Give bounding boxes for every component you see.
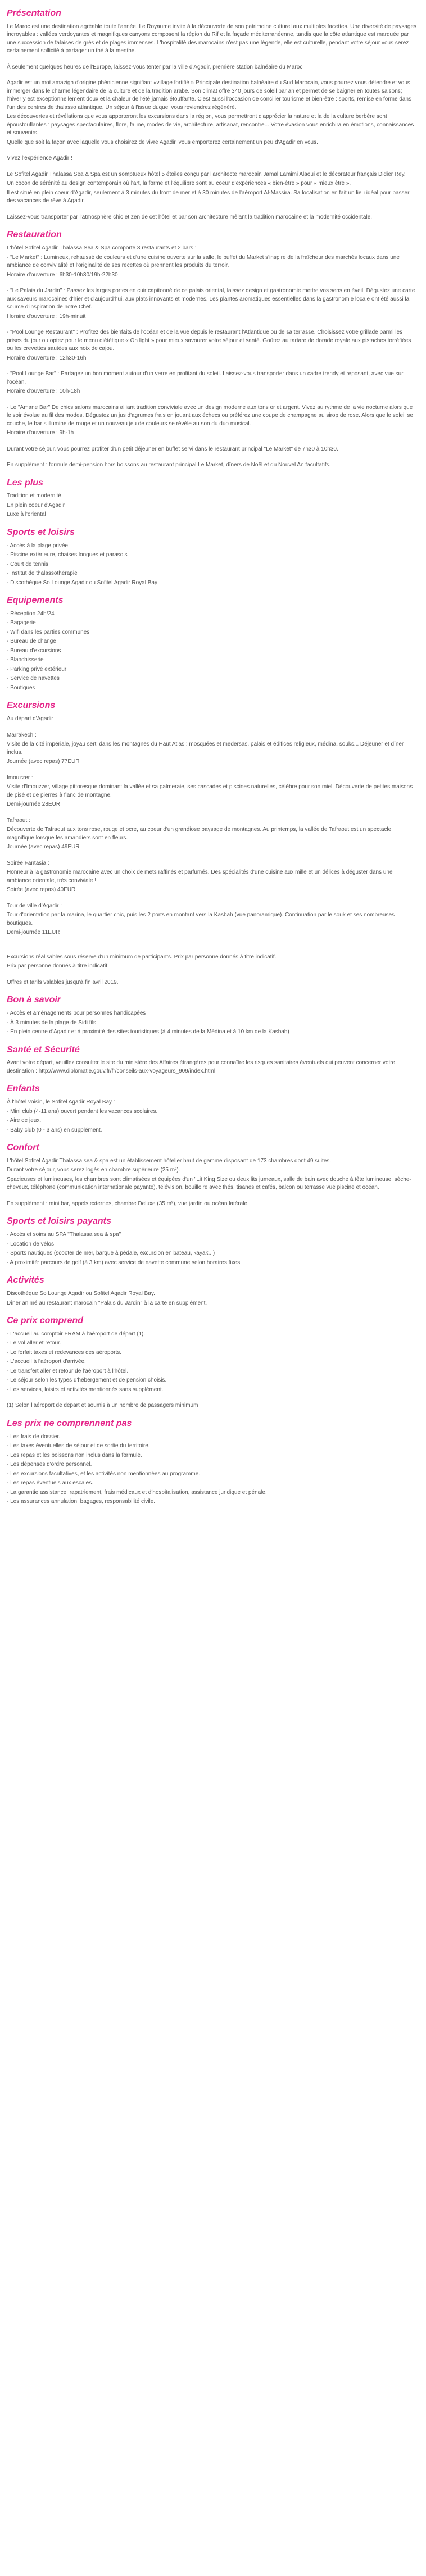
section-title: Ce prix comprend <box>7 1316 84 1326</box>
text-line: Tafraout : <box>7 817 30 824</box>
text-block <box>7 610 418 693</box>
text-block <box>7 774 418 809</box>
text-block <box>7 1433 418 1506</box>
section <box>7 595 418 692</box>
text-line: Laissez-vous transporter par l'atmosphère chic et zen de cet hôtel et par son architecture mêlant la tradition marocaine et la modernité occidentale. <box>7 213 373 220</box>
section <box>7 8 418 221</box>
text-block <box>7 817 418 852</box>
text-line: Demi-journée 28EUR <box>7 801 61 808</box>
text-line: En supplément : mini bar, appels externes, chambre Deluxe (35 m²), vue jardin ou océan latérale. <box>7 1200 249 1207</box>
text-line: Visite d'Imouzzer, village pittoresque dominant la vallée et sa palmeraie, ses cascades et piscines naturelles, célèbre pour son miel. Découverte de petites maisons de pisé et de pierres à flanc de montagne. <box>7 784 413 798</box>
text-line: (1) Selon l'aéroport de départ et soumis à un nombre de passagers minimum <box>7 1402 198 1409</box>
text-block <box>7 370 418 396</box>
text-line: Horaire d'ouverture : 10h-18h <box>7 388 80 395</box>
text-line <box>7 945 418 952</box>
text-line: - Le "Amane Bar" De chics salons marocains alliant tradition conviviale avec un design moderne aux tons or et argent. Vivez au rythme de la vie nocturne alors que le soir évolue au fil des modes. Dégustez un jus d'agrumes frais en jouant aux échecs ou préférez une coupe de champagne au sirop de rose. Alors que le soleil se couche, le bar s'illumine de rouge et un nouveau jeu de couleurs se révèle au son du duo musical. <box>7 404 413 427</box>
text-line: Horaire d'ouverture : 19h-minuit <box>7 313 86 320</box>
text-line: Discothèque So Lounge Agadir ou Sofitel Agadir Royal Bay. <box>7 1291 155 1297</box>
text-line: Marrakech : <box>7 732 37 738</box>
text-line: Horaire d'ouverture : 12h30-16h <box>7 355 87 361</box>
section-title: Activités <box>7 1275 44 1285</box>
text-line: - Le vol aller et retour. <box>7 1340 61 1347</box>
text-line: Le Sofitel Agadir Thalassa Sea & Spa est un somptueux hôtel 5 étoiles conçu par l'architecte marocain Jamal Lamimi Alaoui et le décorateur français Didier Rey. <box>7 171 406 178</box>
text-line: - Réception 24h/24 <box>7 610 55 617</box>
section <box>7 1315 418 1410</box>
text-line: - Le séjour selon les types d'hébergement et de pension choisis. <box>7 1377 167 1384</box>
text-block <box>7 1290 418 1307</box>
section <box>7 1142 418 1208</box>
text-block <box>7 171 418 206</box>
text-line: - À 3 minutes de la plage de Sidi fils <box>7 1019 96 1026</box>
text-line: Il est situé en plein coeur d'Agadir, seulement à 3 minutes du front de mer et à 30 minutes de l'aéroport Al-Massira. Sa localisation en fait un lieu idéal pour passer des vacances de rêve à Agadir. <box>7 189 410 205</box>
text-line: Découverte de Tafraout aux tons rose, rouge et ocre, au coeur d'un grandiose paysage de montagnes. Au printemps, la vallée de Tafraout est un spectacle magnifique lorsque les amandiers sont en fleurs. <box>7 826 392 841</box>
section-title: Santé et Sécurité <box>7 1044 80 1055</box>
text-line: Les découvertes et révélations que vous apporteront les excursions dans la région, vous permettront d'apprécier la nature et la de la culture berbère sont époustouflantes : paysages spectaculaires, flore, faune, modes de vie, architecture, artisanat, rencontre... Votre évasion vous enrichira en émotions, connaissances et souvenirs. <box>7 113 414 137</box>
text-line: Journée (avec repas) 77EUR <box>7 758 80 765</box>
text-line: À seulement quelques heures de l'Europe, laissez-vous tenter par la ville d'Agadir, première station balnéaire du Maroc ! <box>7 63 306 70</box>
text-block <box>7 329 418 362</box>
section <box>7 700 418 987</box>
text-line: - Les assurances annulation, bagages, responsabilité civile. <box>7 1498 156 1505</box>
section <box>7 478 418 519</box>
text-line: Offres et tarifs valables jusqu'à fin avril 2019. <box>7 979 119 985</box>
text-line: - Les dépenses d'ordre personnel. <box>7 1461 92 1468</box>
text-line: - Sports nautiques (scooter de mer, barque à pédale, excursion en bateau, kayak...) <box>7 1250 215 1257</box>
section-title: Restauration <box>7 230 62 240</box>
text-line: Durant votre séjour, vous pourrez profiter d'un petit déjeuner en buffet servi dans le restaurant principal "Le Market" de 7h30 à 10h30. <box>7 446 338 452</box>
text-line: Au départ d'Agadir <box>7 716 53 723</box>
section-title: Excursions <box>7 701 56 711</box>
text-line: Tour d'orientation par la marina, le quartier chic, puis les 2 ports en montant vers la Kasbah (vue panoramique). Continuation par le souk et ses nombreuses boutiques. <box>7 912 395 926</box>
section-title: Enfants <box>7 1084 40 1094</box>
text-block <box>7 732 418 766</box>
text-line: - Baby club (0 - 3 ans) en supplément. <box>7 1126 102 1133</box>
text-line: Prix par personne donnés à titre indicatif. <box>7 963 109 970</box>
text-line: - Institut de thalassothérapie <box>7 570 78 577</box>
text-line: Le Maroc est une destination agréable toute l'année. Le Royaume invite à la découverte de son patrimoine culturel aux multiples facettes. Une diversité de paysages incroyables : vallées verdoyantes et magnifiques canyons composent la région du Rif et la façade méditerranéenne, tandis que la côte atlantique est marquée par une succession de falaises de grès et de plages immenses. L'hospitalité des marocains n'est pas une légende, elle est culturelle, pendant votre séjour vous serez certainement sollicité à partager un thé à la menthe. <box>7 23 417 54</box>
text-line: Demi-journée 11EUR <box>7 929 60 936</box>
text-line: - Les repas et les boissons non inclus dans la formule. <box>7 1452 142 1459</box>
section <box>7 1275 418 1307</box>
text-line: - En plein centre d'Agadir et à proximité des sites touristiques (à 4 minutes de la Médina et à 10 km de la Kasbah) <box>7 1029 289 1035</box>
text-line: Agadir est un mot amazigh d'origine phénicienne signifiant «village fortifié » Principale destination balnéaire du Sud Marocain, vous pourrez vous détendre et vous immerger dans le charme légendaire de la culture et de la tradition arabe. Son climat offre 340 jours de soleil par an et permet de se baigner en toutes saisons; l'hiver y est exceptionnellement doux et la chaleur de l'été jamais étouffante. C'est aussi l'occasion de concilier tourisme et bien-être : sports, remise en forme dans l'un des centres de thalasso atlantique. Un séjour à l'issue duquel vous reviendrez régénéré. <box>7 80 412 111</box>
text-line: - Location de vélos <box>7 1241 54 1247</box>
section-title: Les prix ne comprennent pas <box>7 1418 132 1428</box>
text-line: - Le forfait taxes et redevances des aéroports. <box>7 1349 121 1356</box>
text-block <box>7 1059 418 1075</box>
text-line: - Bagagerie <box>7 620 36 626</box>
text-line: Tradition et modernité <box>7 493 61 499</box>
section <box>7 527 418 587</box>
text-block <box>7 287 418 321</box>
text-line: En supplément : formule demi-pension hors boissons au restaurant principal Le Market, dîners de Noël et du Nouvel An facultatifs. <box>7 462 331 469</box>
text-line: - Wifi dans les parties communes <box>7 629 90 635</box>
text-line: - Les taxes éventuelles de séjour et de sortie du territoire. <box>7 1443 150 1450</box>
text-line: Journée (avec repas) 49EUR <box>7 844 80 851</box>
text-line: En plein coeur d'Agadir <box>7 502 65 508</box>
text-block <box>7 1231 418 1267</box>
text-line: - Aire de jeux. <box>7 1117 42 1124</box>
text-line: - Boutiques <box>7 684 35 691</box>
text-block <box>7 244 418 279</box>
text-line: - Bureau de change <box>7 638 56 645</box>
text-line: Visite de la cité impériale, joyau serti dans les montagnes du Haut Atlas : mosquées et medersas, palais et édifices religieux, médina, souks... Déjeuner et dîner inclus. <box>7 741 404 756</box>
text-block <box>7 79 418 147</box>
text-line: Horaire d'ouverture : 9h-1h <box>7 430 74 437</box>
text-block <box>7 945 418 971</box>
text-block <box>7 902 418 937</box>
text-line: - "Pool Lounge Restaurant" : Profitez des bienfaits de l'océan et de la vue depuis le restaurant l'Atlantique ou de sa terrasse. Choisissez votre grillade parmi les prises du jour ou optez pour le menu diététique « On light » pour mieux savourer votre séjour et santé. Goûtez au tartare de dorade royale aux pistaches torréfiées ou les crevettes sautées aux noix de cajou. <box>7 329 411 352</box>
text-line: Soirée (avec repas) 40EUR <box>7 887 76 893</box>
text-line: - L'accueil au comptoir FRAM à l'aéroport de départ (1). <box>7 1330 146 1337</box>
text-block <box>7 446 418 454</box>
text-block <box>7 1157 418 1192</box>
section <box>7 1083 418 1134</box>
text-block <box>7 492 418 519</box>
section-title: Présentation <box>7 8 61 18</box>
section-title: Les plus <box>7 478 43 488</box>
text-line: Honneur à la gastronomie marocaine avec un choix de mets raffinés et parfumés. Des spécialités d'une cuisine aux mille et un délices à déguster dans une ambiance orientale, très conviviale ! <box>7 869 393 884</box>
text-line: - Accès et aménagements pour personnes handicapées <box>7 1010 146 1017</box>
text-line: - Les repas éventuels aux escales. <box>7 1480 93 1487</box>
text-block <box>7 63 418 72</box>
text-block <box>7 213 418 222</box>
section-title: Sports et loisirs payants <box>7 1216 111 1226</box>
section-title: Confort <box>7 1143 39 1153</box>
text-line: Luxe à l'oriental <box>7 511 46 518</box>
text-block <box>7 715 418 724</box>
text-line: Vivez l'expérience Agadir ! <box>7 155 72 162</box>
text-line: - "Le Market" : Lumineux, rehaussé de couleurs et d'une cuisine ouverte sur la salle, le buffet du Market s'inspire de la fraîcheur des marchés locaux dans une ambiance de convivialité et l'originalité de ses recettes où prennent les produits du terroir. <box>7 254 400 269</box>
text-line: - Blanchisserie <box>7 657 44 664</box>
text-block <box>7 1402 418 1410</box>
text-line: À l'hôtel voisin, le Sofitel Agadir Royal Bay : <box>7 1099 115 1106</box>
section <box>7 994 418 1036</box>
text-line: - Service de navettes <box>7 675 60 682</box>
text-line: Tour de ville d'Agadir : <box>7 902 62 909</box>
text-line: - Le transfert aller et retour de l'aéroport à l'hôtel. <box>7 1367 129 1374</box>
text-line: Quelle que soit la façon avec laquelle vous choisirez de vivre Agadir, vous emporterez certainement un peu d'Agadir en vous. <box>7 139 318 146</box>
section <box>7 229 418 469</box>
text-line: - Mini club (4-11 ans) ouvert pendant les vacances scolaires. <box>7 1108 158 1115</box>
text-line: Horaire d'ouverture : 6h30-10h30/19h-22h30 <box>7 271 118 278</box>
text-block <box>7 461 418 470</box>
text-line: Avant votre départ, veuillez consulter le site du ministère des Affaires étrangères pour connaître les risques sanitaires éventuels qui peuvent concerner votre destination : http://www.diplomatie.gouv.fr/fr/conseils-aux-voyageurs_909/index.html <box>7 1060 396 1074</box>
text-line: L'hôtel Sofitel Agadir Thalassa Sea & Spa comporte 3 restaurants et 2 bars : <box>7 245 197 252</box>
text-line: Un cocon de sérénité au design contemporain où l'art, la forme et l'équilibre sont au coeur d'expériences « bien-être » pour « mieux être ». <box>7 180 351 187</box>
text-block <box>7 23 418 56</box>
text-line: - L'accueil à l'aéroport d'arrivée. <box>7 1359 86 1365</box>
section <box>7 1044 418 1076</box>
text-block <box>7 860 418 894</box>
text-line: - Bureau d'excursions <box>7 647 61 654</box>
document-body <box>7 8 418 1506</box>
section-title: Bon à savoir <box>7 995 61 1005</box>
text-line: - Accès à la plage privée <box>7 542 68 549</box>
text-line: - Les excursions facultatives, et les activités non mentionnées au programme. <box>7 1470 201 1477</box>
text-block <box>7 1330 418 1394</box>
text-block <box>7 979 418 987</box>
text-line: Excursions réalisables sous réserve d'un minimum de participants. Prix par personne donnés à titre indicatif. <box>7 953 277 960</box>
text-block <box>7 542 418 588</box>
text-line: Spacieuses et lumineuses, les chambres sont climatisées et équipées d'un "Lit King Size ou deux lits jumeaux, salle de bain avec douche à tête lumineuse, sèche-cheveux, téléphone (communication internationale payante), télévision, bouilloire avec thés, tisanes et cafés, balcon ou terrasse vue piscine et océan. <box>7 1176 411 1191</box>
section <box>7 1418 418 1506</box>
text-line: - Accès et soins au SPA "Thalassa sea & spa" <box>7 1232 121 1238</box>
text-line: - "Le Palais du Jardin" : Passez les larges portes en cuir capitonné de ce palais oriental, laissez design et gastronomie mettre vos sens en éveil. Dégustez une carte aux saveurs marocaines d'hier et d'aujourd'hui, aux plats innovants et modernes. Les plantes aromatiques essentielles dans la gastronomie locale ont été aussi la source d'inspiration de notre Chef. <box>7 288 415 311</box>
text-line: Durant votre séjour, vous serez logés en chambre supérieure (25 m²). <box>7 1167 180 1174</box>
section <box>7 1216 418 1267</box>
text-line: - La garantie assistance, rapatriement, frais médicaux et d'hospitalisation, assistance juridique et pénale. <box>7 1489 267 1496</box>
text-line: L'hôtel Sofitel Agadir Thalassa sea & spa est un établissement hôtelier haut de gamme disposant de 173 chambres dont 49 suites. <box>7 1157 332 1164</box>
text-line: - Parking privé extérieur <box>7 666 67 673</box>
text-line: - Discothèque So Lounge Agadir ou Sofitel Agadir Royal Bay <box>7 579 157 586</box>
text-line: Imouzzer : <box>7 774 33 781</box>
section-title: Sports et loisirs <box>7 527 75 537</box>
text-block <box>7 155 418 163</box>
text-line: Soirée Fantasia : <box>7 860 49 866</box>
text-line: - Les frais de dossier. <box>7 1433 61 1440</box>
text-block <box>7 404 418 438</box>
section-title: Equipements <box>7 596 64 606</box>
text-line: - Court de tennis <box>7 561 48 567</box>
text-line: - "Pool Lounge Bar" : Partagez un bon moment autour d'un verre en profitant du soleil. Laissez-vous transporter dans un cadre trendy et reposant, avec vue sur l'océan. <box>7 371 404 385</box>
text-line: - Piscine extérieure, chaises longues et parasols <box>7 552 128 558</box>
text-block <box>7 1010 418 1037</box>
text-line: - Les services, loisirs et activités mentionnés sans supplément. <box>7 1386 164 1393</box>
text-block <box>7 1200 418 1209</box>
text-line: Dîner animé au restaurant marocain "Palais du Jardin" à la carte en supplément. <box>7 1300 207 1306</box>
text-line: - A proximité: parcours de golf (à 3 km) avec service de navette commune selon horaires fixes <box>7 1259 241 1266</box>
text-block <box>7 1098 418 1134</box>
